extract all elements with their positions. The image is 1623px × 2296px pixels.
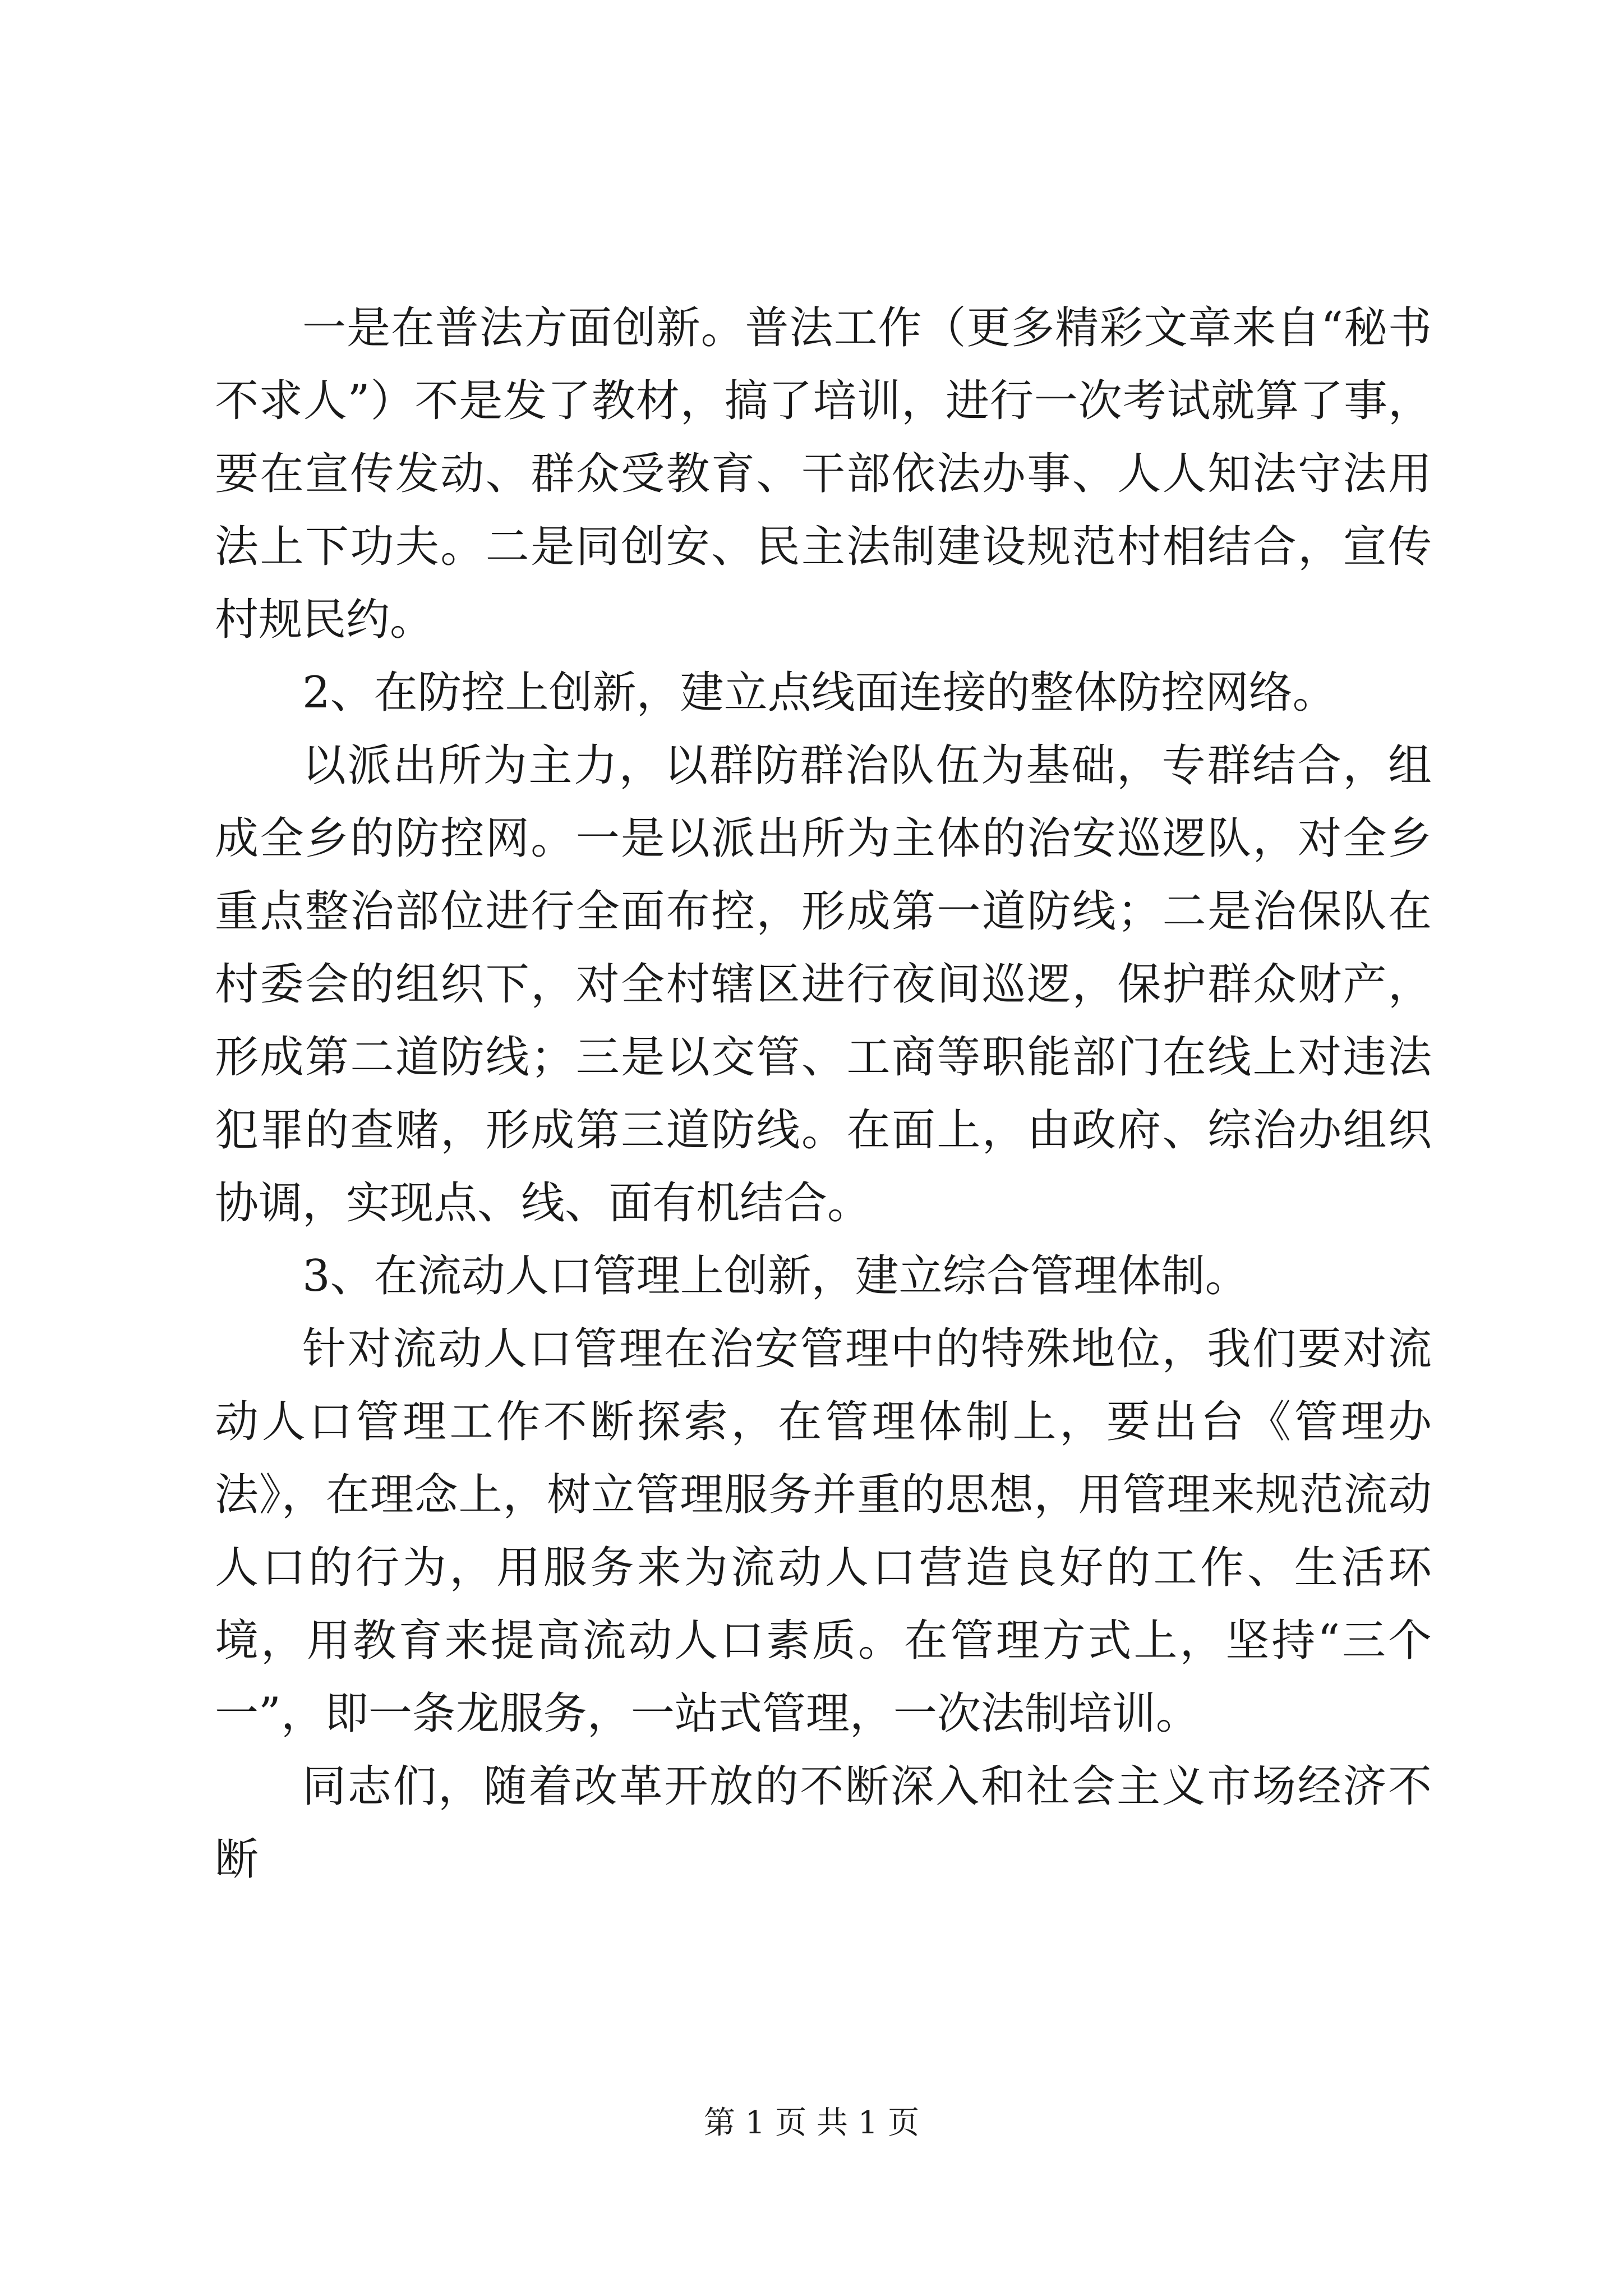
paragraph-3: 以派出所为主力，以群防群治队伍为基础，专群结合，组成全乡的防控网。一是以派出所为主体的治安巡逻队，对全乡重点整治部位进行全面布控，形成第一道防线；二是治保队在村委会的组织下，对全村辖区进行夜间巡逻，保护群众财产，形成第二道防线；三是以交管、工商等职能部门在线上对违法犯罪的查赌，形成第三道防线。在面上，由政府、综治办组织协调，实现点、线、面有机结合。 — [215, 740, 1432, 1228]
paragraph-6: 同志们，随着改革开放的不断深入和社会主义市场经济不断 — [215, 1761, 1432, 1885]
page-footer: 第 1 页 共 1 页 — [703, 2105, 920, 2141]
paragraph-2: 2、在防控上创新，建立点线面连接的整体防控网络。 — [302, 668, 1336, 718]
paragraph-5: 针对流动人口管理在治安管理中的特殊地位，我们要对流动人口管理工作不断探索，在管理体制上，要出台《管理办法》，在理念上，树立管理服务并重的思想，用管理来规范流动人口的行为，用服务来为流动人口营造良好的工作、生活环境，用教育来提高流动人口素质。在管理方式上，坚持“三个一”，即一条龙服务，一站式管理，一次法制培训。 — [215, 1324, 1432, 1739]
paragraph-1: 一是在普法方面创新。普法工作（更多精彩文章来自“秘书不求人”）不是发了教材，搞了培训，进行一次考试就算了事，要在宣传发动、群众受教育、干部依法办事、人人知法守法用法上下功夫。二是同创安、民主法制建设规范村相结合，宣传村规民约。 — [215, 303, 1432, 645]
body-text — [215, 292, 1432, 1896]
paragraph-4: 3、在流动人口管理上创新，建立综合管理体制。 — [302, 1251, 1249, 1301]
